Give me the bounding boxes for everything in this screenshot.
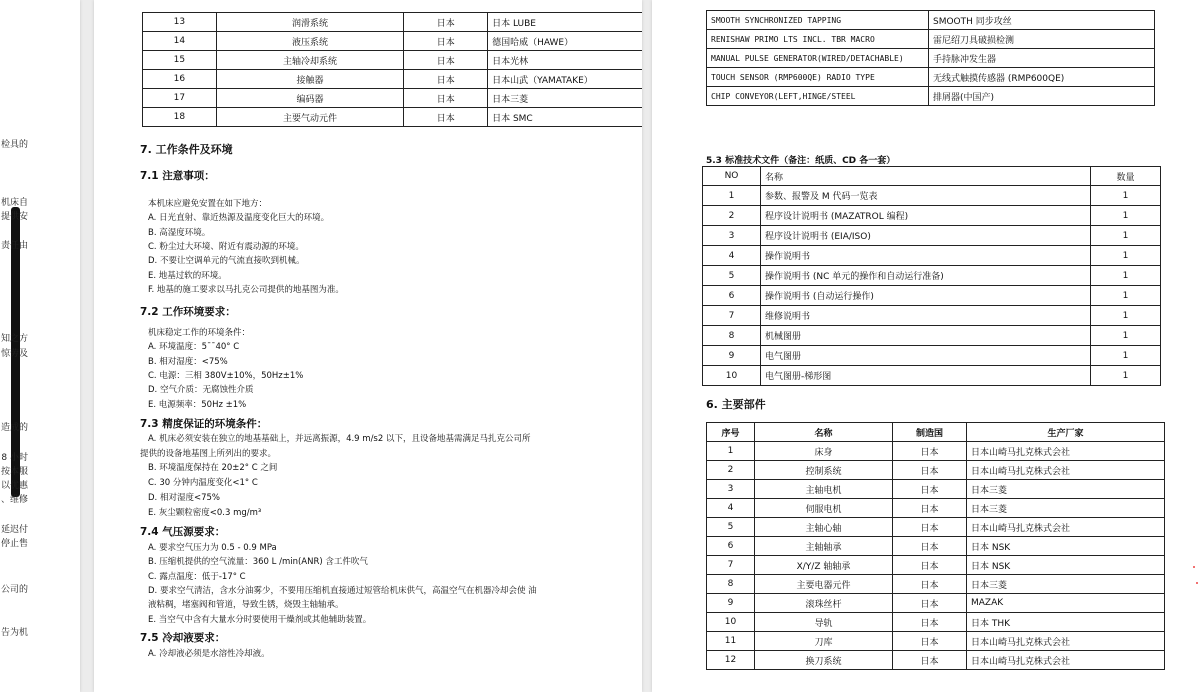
part-maker: 日本 NSK: [967, 556, 1165, 575]
part-no: 13: [143, 13, 217, 32]
parts-header-name: 名称: [755, 423, 893, 442]
part-maker: 日本 SMC: [488, 108, 642, 127]
doc-name: 机械图册: [761, 326, 1091, 346]
option-desc: SMOOTH 同步攻丝: [929, 11, 1155, 30]
table-row: [703, 326, 1161, 346]
table-row: [143, 89, 643, 108]
left-text-fragment: 检具的: [0, 140, 28, 150]
part-no: 10: [707, 613, 755, 632]
option-code: MANUAL PULSE GENERATOR(WIRED/DETACHABLE): [707, 49, 929, 68]
part-name: 主轴轴承: [755, 537, 893, 556]
left-text-fragment: 机床自: [0, 198, 28, 208]
part-no: 1: [707, 442, 755, 461]
part-maker: 日本山崎马扎克株式会社: [967, 632, 1165, 651]
docs-header-name: 名称: [761, 167, 1091, 186]
docs-header-qty: 数量: [1091, 167, 1161, 186]
main-parts-table: [706, 422, 1165, 670]
left-text-fragment: 停止售: [0, 539, 28, 549]
option-desc: 手持脉冲发生器: [929, 49, 1155, 68]
part-maker: MAZAK: [967, 594, 1165, 613]
doc-qty: 1: [1091, 326, 1161, 346]
option-desc: 雷尼绍刀具破损检测: [929, 30, 1155, 49]
table-row: [707, 518, 1165, 537]
part-maker: 日本光林: [488, 51, 642, 70]
part-maker: 日本三菱: [488, 89, 642, 108]
body-line: E. 当空气中含有大量水分时要使用干燥剂或其他辅助装置。: [148, 614, 372, 625]
parts-table-continued: [142, 12, 642, 127]
doc-name: 维修说明书: [761, 306, 1091, 326]
part-country: 日本: [404, 89, 488, 108]
options-table: [706, 10, 1155, 106]
body-line: 机床稳定工作的环境条件：: [148, 328, 251, 338]
doc-no: 2: [703, 206, 761, 226]
option-code: SMOOTH SYNCHRONIZED TAPPING: [707, 11, 929, 30]
part-maker: 日本山武（YAMATAKE）: [488, 70, 642, 89]
body-line: C. 30 分钟内温度变化<1° C: [148, 478, 258, 489]
part-no: 12: [707, 651, 755, 670]
doc-qty: 1: [1091, 186, 1161, 206]
body-line: A. 日光直射、靠近热源及温度变化巨大的环境。: [148, 213, 330, 224]
part-name: 伺服电机: [755, 499, 893, 518]
doc-no: 6: [703, 286, 761, 306]
doc-name: 程序设计说明书 (EIA/ISO): [761, 226, 1091, 246]
option-desc: 排屑器(中国产): [929, 87, 1155, 106]
table-row: [707, 499, 1165, 518]
part-name: 刀库: [755, 632, 893, 651]
part-name: 主轴冷却系统: [216, 51, 404, 70]
doc-qty: 1: [1091, 346, 1161, 366]
scan-mark: [1193, 566, 1195, 568]
table-row: [143, 51, 643, 70]
part-name: 主轴电机: [755, 480, 893, 499]
table-row: [703, 186, 1161, 206]
left-text-fragment: 惊劳及: [0, 349, 28, 359]
table-row: [703, 206, 1161, 226]
doc-qty: 1: [1091, 206, 1161, 226]
body-line: C. 露点温度：低于-17° C: [148, 571, 246, 582]
doc-qty: 1: [1091, 226, 1161, 246]
part-name: 编码器: [216, 89, 404, 108]
part-name: 主要气动元件: [216, 108, 404, 127]
left-text-fragment: 按本服: [0, 467, 28, 477]
doc-no: 1: [703, 186, 761, 206]
docs-header-no: NO: [703, 167, 761, 186]
part-country: 日本: [893, 442, 967, 461]
parts-header-maker: 生产厂家: [967, 423, 1165, 442]
body-line: D. 空气介质：无腐蚀性介质: [148, 385, 254, 396]
doc-no: 4: [703, 246, 761, 266]
part-country: 日本: [404, 13, 488, 32]
part-maker: 日本 LUBE: [488, 13, 642, 32]
body-line: A. 环境温度：5¯¯40° C: [148, 342, 240, 353]
left-text-fragment: 公司的: [0, 585, 28, 595]
docs-caption: 5.3 标准技术文件（备注：纸质、CD 各一套）: [706, 156, 896, 166]
part-country: 日本: [893, 499, 967, 518]
doc-qty: 1: [1091, 306, 1161, 326]
part-country: 日本: [893, 518, 967, 537]
table-row: [143, 108, 643, 127]
table-row: [703, 266, 1161, 286]
doc-name: 操作说明书 (自动运行操作): [761, 286, 1091, 306]
table-row: [703, 306, 1161, 326]
part-name: 液压系统: [216, 32, 404, 51]
part-no: 18: [143, 108, 217, 127]
table-row: [707, 537, 1165, 556]
part-maker: 日本 THK: [967, 613, 1165, 632]
section-7-1-title: 7.1 注意事项：: [140, 170, 215, 182]
part-name: 导轨: [755, 613, 893, 632]
table-row: [707, 556, 1165, 575]
left-text-fragment: 造成的: [0, 423, 28, 433]
option-code: RENISHAW PRIMO LTS INCL. TBR MACRO: [707, 30, 929, 49]
part-no: 5: [707, 518, 755, 537]
part-country: 日本: [893, 461, 967, 480]
part-maker: 日本 NSK: [967, 537, 1165, 556]
part-name: 接触器: [216, 70, 404, 89]
part-no: 11: [707, 632, 755, 651]
table-row: [703, 346, 1161, 366]
doc-qty: 1: [1091, 366, 1161, 386]
parts-header-country: 制造国: [893, 423, 967, 442]
body-line: 提供的设备地基图上所列出的要求。: [140, 448, 277, 459]
part-country: 日本: [893, 594, 967, 613]
doc-name: 参数、报警及 M 代码一览表: [761, 186, 1091, 206]
part-no: 6: [707, 537, 755, 556]
table-row: [707, 480, 1165, 499]
part-no: 7: [707, 556, 755, 575]
part-maker: 日本山崎马扎克株式会社: [967, 442, 1165, 461]
table-row: [703, 366, 1161, 386]
table-row: [143, 13, 643, 32]
section-7-2-title: 7.2 工作环境要求：: [140, 306, 236, 318]
body-line: D. 不要让空调单元的气流直接吹到机械。: [148, 256, 305, 267]
option-code: CHIP CONVEYOR(LEFT,HINGE/STEEL: [707, 87, 929, 106]
left-text-fragment: 提供安: [0, 212, 28, 222]
body-line: E. 地基过软的环境。: [148, 270, 227, 281]
part-no: 9: [707, 594, 755, 613]
table-row: [143, 32, 643, 51]
part-name: 控制系统: [755, 461, 893, 480]
body-line: C. 粉尘过大环境、附近有震动源的环境。: [148, 241, 304, 252]
left-text-fragment: 知之方: [0, 334, 28, 344]
part-country: 日本: [404, 32, 488, 51]
option-code: TOUCH SENSOR (RMP600QE) RADIO TYPE: [707, 68, 929, 87]
table-row: [703, 246, 1161, 266]
doc-no: 3: [703, 226, 761, 246]
table-row: [703, 286, 1161, 306]
part-maker: 日本三菱: [967, 575, 1165, 594]
main-parts-heading: 6. 主要部件: [706, 398, 766, 411]
table-row: [707, 49, 1155, 68]
middle-page: [94, 0, 642, 692]
part-country: 日本: [404, 70, 488, 89]
table-row: [707, 651, 1165, 670]
left-text-fragment: 8 小时: [1, 453, 28, 463]
part-name: 滚珠丝杆: [755, 594, 893, 613]
doc-name: 程序设计说明书 (MAZATROL 编程): [761, 206, 1091, 226]
scan-mark: [1196, 582, 1198, 584]
docs-table: [702, 166, 1161, 386]
part-country: 日本: [404, 108, 488, 127]
part-name: X/Y/Z 轴轴承: [755, 556, 893, 575]
parts-header-no: 序号: [707, 423, 755, 442]
body-line: B. 环境温度保持在 20±2° C 之间: [148, 463, 278, 474]
body-line: A. 要求空气压力为 0.5 - 0.9 MPa: [148, 543, 277, 553]
doc-qty: 1: [1091, 246, 1161, 266]
part-name: 主要电器元件: [755, 575, 893, 594]
doc-qty: 1: [1091, 266, 1161, 286]
part-maker: 日本山崎马扎克株式会社: [967, 518, 1165, 537]
part-no: 2: [707, 461, 755, 480]
body-line: C. 电源：三相 380V±10%，50Hz±1%: [148, 370, 304, 381]
body-line: B. 高湿度环境。: [148, 227, 211, 238]
part-no: 16: [143, 70, 217, 89]
left-text-fragment: 以优惠: [0, 481, 28, 491]
body-line: D. 要求空气清洁，含水分油雾少，不要用压缩机直接通过短管给机床供气，高温空气在机器冷却会使 油: [148, 585, 537, 596]
part-country: 日本: [404, 51, 488, 70]
table-row: [707, 461, 1165, 480]
table-row: [707, 87, 1155, 106]
part-no: 15: [143, 51, 217, 70]
table-row: [707, 30, 1155, 49]
part-no: 17: [143, 89, 217, 108]
table-row: [707, 442, 1165, 461]
body-line: 本机床应避免安置在如下地方：: [148, 199, 268, 209]
table-row: [707, 68, 1155, 87]
part-name: 床身: [755, 442, 893, 461]
left-text-fragment: 告为机: [0, 628, 28, 638]
section-7-title: 7. 工作条件及环境: [140, 143, 233, 156]
part-maker: 日本三菱: [967, 499, 1165, 518]
body-line: E. 灰尘颗粒密度<0.3 mg/m³: [148, 507, 262, 518]
part-country: 日本: [893, 575, 967, 594]
part-name: 换刀系统: [755, 651, 893, 670]
section-7-3-title: 7.3 精度保证的环境条件：: [140, 418, 268, 430]
left-text-fragment: 、维修: [0, 495, 28, 505]
table-row: [703, 226, 1161, 246]
part-country: 日本: [893, 556, 967, 575]
body-line: 液粘稠，堵塞阀和管道，导致生锈，烧毁主轴轴承。: [148, 600, 344, 611]
doc-no: 7: [703, 306, 761, 326]
doc-no: 8: [703, 326, 761, 346]
part-no: 14: [143, 32, 217, 51]
table-row: [707, 632, 1165, 651]
table-row: [707, 11, 1155, 30]
section-7-4-title: 7.4 气压源要求：: [140, 526, 226, 538]
part-name: 润滑系统: [216, 13, 404, 32]
body-line: E. 电源频率：50Hz ±1%: [148, 399, 247, 410]
table-row: [143, 70, 643, 89]
left-page: [0, 0, 80, 692]
part-maker: 德国哈威（HAWE）: [488, 32, 642, 51]
part-no: 8: [707, 575, 755, 594]
left-text-fragment: 责任由: [0, 241, 28, 251]
part-country: 日本: [893, 632, 967, 651]
body-line: F. 地基的施工要求以马扎克公司提供的地基图为准。: [148, 284, 344, 295]
part-no: 4: [707, 499, 755, 518]
part-name: 主轴心轴: [755, 518, 893, 537]
doc-no: 10: [703, 366, 761, 386]
part-maker: 日本山崎马扎克株式会社: [967, 461, 1165, 480]
table-row: [707, 613, 1165, 632]
right-page: [652, 0, 1200, 692]
doc-no: 9: [703, 346, 761, 366]
doc-qty: 1: [1091, 286, 1161, 306]
part-country: 日本: [893, 537, 967, 556]
body-line: A. 冷却液必须是水溶性冷却液。: [148, 649, 270, 659]
doc-name: 操作说明书 (NC 单元的操作和自动运行准备): [761, 266, 1091, 286]
body-line: A. 机床必须安装在独立的地基基础上，并远离振源，4.9 m/s2 以下，且设备地基需满足马扎克公司所: [148, 434, 531, 444]
body-line: B. 压缩机提供的空气流量：360 L /min(ANR) 含工件吹气: [148, 557, 368, 568]
table-row: [707, 575, 1165, 594]
table-row: [707, 594, 1165, 613]
part-maker: 日本三菱: [967, 480, 1165, 499]
left-text-fragment: 延迟付: [0, 525, 28, 535]
part-maker: 日本山崎马扎克株式会社: [967, 651, 1165, 670]
doc-name: 操作说明书: [761, 246, 1091, 266]
body-line: D. 相对湿度<75%: [148, 492, 220, 503]
part-country: 日本: [893, 651, 967, 670]
section-7-5-title: 7.5 冷却液要求：: [140, 632, 226, 644]
option-desc: 无线式触摸传感器 (RMP600QE): [929, 68, 1155, 87]
part-country: 日本: [893, 480, 967, 499]
doc-name: 电气图册: [761, 346, 1091, 366]
part-no: 3: [707, 480, 755, 499]
body-line: B. 相对湿度：<75%: [148, 356, 228, 367]
doc-name: 电气图册-梯形图: [761, 366, 1091, 386]
part-country: 日本: [893, 613, 967, 632]
doc-no: 5: [703, 266, 761, 286]
